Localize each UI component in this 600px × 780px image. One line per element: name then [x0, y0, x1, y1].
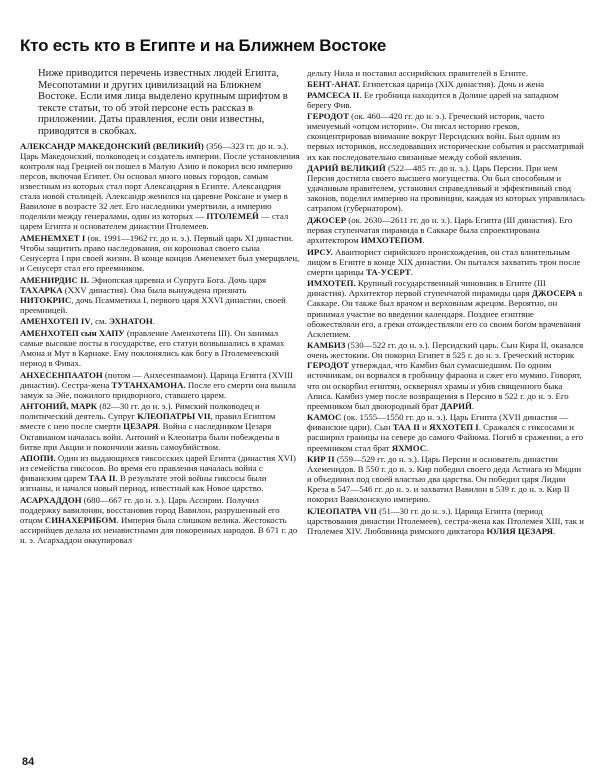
entry-text: , правил Египтом вместе с нею после смерти	[20, 411, 276, 432]
entry-text: (ок. 460—420 гг. до н. э.). Греческий историк, часто именуемый «отцом истории». Он писал историю греков, сконцентрировав внимание вокруг Персидских войн. Был одним из первых историков, исследовавших исторические события и рассматривай их как последовательно связанные между собой явления.	[307, 111, 584, 162]
entry-text: . Сражался с гиксосами и расширил границы на севере до самого Файюма. Погиб в сражении, а его преемником стал брат	[307, 422, 584, 453]
entry	[307, 412, 585, 452]
entry-text: .	[471, 400, 475, 411]
bold-name: ГЕРОДОТ	[307, 111, 349, 122]
bold-name: КИР II	[307, 453, 335, 464]
entry-text: (559—529 гг. до н. э.). Царь Персии и основатель династии Ахеменидов. В 550 г. до н. э. Кир победил своего деда Астиага из Мидии и объединил под своей властью два царства. Он победил царя Лидии Креза в 547—546 гг. до н. э. и захватил Вавилон в 539 г. до н. э. Кир II покорил Вавилонскую империю.	[307, 453, 582, 505]
bold-name: ДАРИЙ	[440, 400, 472, 411]
entry	[20, 328, 300, 368]
entry-text: .	[422, 235, 425, 246]
entry-text: (ок. 2630—2611 гг. до н. э.). Царь Египта (III династия). Его первая ступенчатая пирамида в Саккаре была спроектирована архитектором	[307, 214, 573, 246]
bold-name: ИРСУ.	[307, 246, 333, 257]
entry-text: (ок. 1555—1550 гг. до н. э.). Царь Египта (XVII династия — фиванские цари). Сын	[307, 412, 569, 433]
entry	[307, 79, 585, 109]
left-column	[20, 68, 300, 547]
entry-text: (потом — Анхесенпаамон). Царица Египта (XVIII династия). Сестра-жена	[20, 369, 294, 390]
entry-text: , см.	[90, 316, 109, 327]
bold-name: ЮЛИЯ ЦЕЗАРЯ	[486, 526, 553, 537]
entry-text: , дочь Псамметиха I, первого царя XXVI династии, своей преемницей.	[20, 294, 286, 315]
left-entry-list	[20, 141, 300, 546]
bold-name: КАМБИЗ	[307, 340, 346, 351]
entry-text: (51—30 гг. до н. э.). Царица Египта (период царствования династии Птолемеев), сестра-жена как Птолемея XIII, так и Птолемея XIV. Любовница римского диктатора	[307, 505, 584, 537]
entry-text: Авантюрист сирийского происхождения, он стал влиятельным лицом в Египте в конце XIX династии. Он пытался захватить трон после смерти царицы	[307, 246, 581, 277]
bold-name: АНХЕСЕНПААТОН	[20, 369, 103, 380]
intro-paragraph: Ниже приводится перечень известных людей Египта, Месопотамии и других цивилизаций на Ближнем Востоке. Если имя лица выделено крупным шрифтом в тексте статьи, то об этой персоне есть рассказ в приложении. Даты правления, если они известны, приводятся в скобках.	[38, 68, 288, 137]
entry-text: утверждал, что Камбиз был сумасшедшим. По одним источникам, он ворвался в гробницу фараона и сжег его мумию. Говорят, что он оскорбил египтян, осквернял храмы и убив священного быка Аписа. Камбиз умер после возвращения в Персию в 522 г. до н. э. Его преемником был двоюродный брат	[307, 360, 582, 411]
entry-text: (ок. 1991—1962 гг. до н. э.). Первый царь XI династии. Чтобы защитить право наследования, он короновал своего сына Сенусерта I при своей жизни. В конце концов Аменемхет был умерщвлен, и Сенусерт стал его преемником.	[20, 232, 300, 274]
bold-name: ДЖОСЕР	[307, 214, 347, 225]
bold-name: ЭХНАТОН	[108, 316, 153, 327]
entry-text: Крупный государственный чиновник в Египте (III династия). Архитектор первой ступенчатой пирамиды царя	[307, 278, 546, 299]
entry-text: в Саккаре. Он также был врачом и верховным жрецом. Вероятно, он принимал участие во введении календаря. Позднее египтяне обожествляли его, а греки отождествляли его со своим богом врачевания Асклепием.	[307, 288, 583, 339]
entry-text: (правление Аменхотепа III). Он занимал самые высокие посты в государстве, его статуи возвышались в храмах Амона и Мут в Карнаке. Ему поклонялись как богу в Птолемеевский период в Фивах.	[20, 327, 285, 369]
page-title: Кто есть кто в Египте и на Ближнем Востоке	[20, 36, 387, 55]
entry	[307, 247, 585, 277]
bold-name: РАМСЕСА II	[307, 89, 360, 100]
entry	[20, 401, 300, 451]
entry	[20, 275, 300, 315]
entry-text: Египетская царица (XIX династия). Дочь и жена	[360, 79, 545, 90]
entry	[307, 111, 585, 161]
entry-text: . Империя была слишком велика. Жестокость ассирийцев делала их ненавистными для покоренных народов. В 671 г. до н. э. Асархаддон оккупировал	[20, 515, 298, 546]
bold-name: КАМОС	[307, 412, 342, 423]
bold-name: ДАРИЙ ВЕЛИКИЙ	[307, 163, 386, 174]
bold-name: АСАРХАДДОН	[20, 494, 82, 505]
page-number: 84	[22, 756, 35, 768]
entry	[20, 495, 300, 545]
bold-name: ПТОЛЕМЕЙ	[206, 211, 259, 222]
bold-name: ТА-УСЕРТ	[365, 266, 411, 277]
entry-text: .	[553, 526, 556, 537]
bold-name: АМЕНХОТЕП IV	[20, 316, 91, 327]
entry	[307, 215, 585, 245]
entry	[307, 340, 585, 411]
entry	[307, 506, 585, 536]
entry-text: дельту Нила и поставил ассирийских правителей в Египте.	[307, 68, 529, 78]
entry	[20, 316, 300, 326]
entry-text: и	[419, 422, 430, 433]
bold-name: ЯХХОТЕП I	[429, 422, 479, 433]
bold-name: НИТОКРИС	[20, 294, 72, 305]
entry-text: (356—323 гг. до н. э.). Царь Македонский, полководец и создатель империи. После установления контроля над Грецией он пошел в Малую Азию и покорил всю империю персов, включая Египет. Он основал много новых городов, самым известным из которых стал порт Александрия в Египте. Александрия стала новой столицей. Александр женился на царевне Роксане и умер в Вавилоне в возрасте 32 лет. Его наследники умертвили, а империю поделили между генералами, один из которых —	[20, 140, 300, 222]
bold-name: АНТОНИЙ, МАРК	[20, 401, 98, 412]
bold-name: ТУТАНХАМОНА.	[111, 379, 186, 390]
bold-name: ЦЕЗАРЯ	[123, 421, 159, 432]
entry-text: (680—667 гг. до н. э.). Царь Ассирии. Получил поддержку вавилонян, восстановив город Вавилон, разрушенный его отцом	[20, 494, 280, 526]
bold-name: ТАХАРКА	[20, 284, 63, 295]
bold-name: АПОПИ.	[20, 453, 56, 464]
entry-text: . Ее гробница находится в Долине царей на западном берегу Фив.	[307, 89, 559, 110]
entry-text: Эфиопская царевна и Супруга Бога. Дочь царя	[89, 274, 267, 285]
bold-name: СИНАХЕРИБОМ	[44, 515, 117, 526]
bold-name: ГЕРОДОТ	[307, 360, 349, 371]
entry	[307, 68, 585, 78]
entry-text: Один из выдающихся гиксосских царей Египта (династия XVI) из семейства гиксосов. Во время его правления началась война с фиванским царем	[20, 453, 296, 484]
entry-text: (522—485 гг. до н. э.). Царь Персии. При нем Персия достигла своего высшего могущества. Он был способным и удачливым правителем, установил справедливый и эффективный свод законов, поделил империю на провинции, каждая из которых управлялась сатрапом (губернатором).	[307, 163, 585, 214]
entry	[307, 278, 585, 339]
entry	[307, 454, 585, 504]
entry	[307, 163, 585, 213]
bold-name: КЛЕОПАТРЫ VII	[137, 411, 211, 422]
bold-name: АЛЕКСАНДР МАКЕДОНСКИЙ (ВЕЛИКИЙ)	[20, 140, 204, 151]
entry	[20, 370, 300, 400]
bold-name: ИМХОТЕП.	[307, 278, 356, 289]
bold-name: КЛЕОПАТРА VII	[307, 505, 377, 516]
bold-name: ЯХМОС	[391, 442, 427, 453]
bold-name: АМЕНХОТЕП сын ХАПУ	[20, 327, 125, 338]
bold-name: АМЕНИРДИС II.	[20, 274, 90, 285]
right-entry-list	[307, 68, 585, 536]
entry-text: (530—522 гг. до н. э.). Персидский царь. Сын Кира II, оказался очень жестоким. Он покорил Египет в 525 г. до н. э. Греческий историк	[307, 340, 584, 361]
right-column	[307, 68, 585, 538]
bold-name: АМЕНЕМХЕТ I	[20, 232, 86, 243]
entry-text: (XXV династия). Она была вынуждена признать	[62, 284, 247, 295]
entry-text: .	[410, 266, 413, 277]
entry-text: . Война с наследником Цезаря Октавианом началась войн. Антоний и Клеопатра были побеждены в битве при Акции и покончили жизнь самоубийством.	[20, 421, 280, 452]
entry-text: . В результате этой войны гиксосы были изгнаны, и начался новый период, известный как Новое царство.	[20, 473, 267, 494]
entry	[20, 233, 300, 273]
bold-name: ТАА II	[88, 473, 116, 484]
bold-name: ТАА II	[392, 422, 420, 433]
entry-text: .	[426, 442, 429, 453]
entry-text: .	[152, 316, 155, 327]
bold-name: ДЖОСЕРА	[531, 288, 577, 299]
entry	[20, 453, 300, 493]
bold-name: БЕНТ-АНАТ.	[307, 79, 361, 90]
bold-name: ИМХОТЕПОМ	[360, 235, 423, 246]
entry	[20, 141, 300, 232]
entry-text: — стал царем Египта и основателем династии Птолемеев.	[20, 211, 289, 232]
entry-text: После его смерти она вышла замуж за Эйе, пожилого придворного, ставшего царем.	[20, 379, 296, 400]
entry-text: (82—30 гг. до н. э.). Римский полководец и политический деятель. Супруг	[20, 401, 260, 422]
